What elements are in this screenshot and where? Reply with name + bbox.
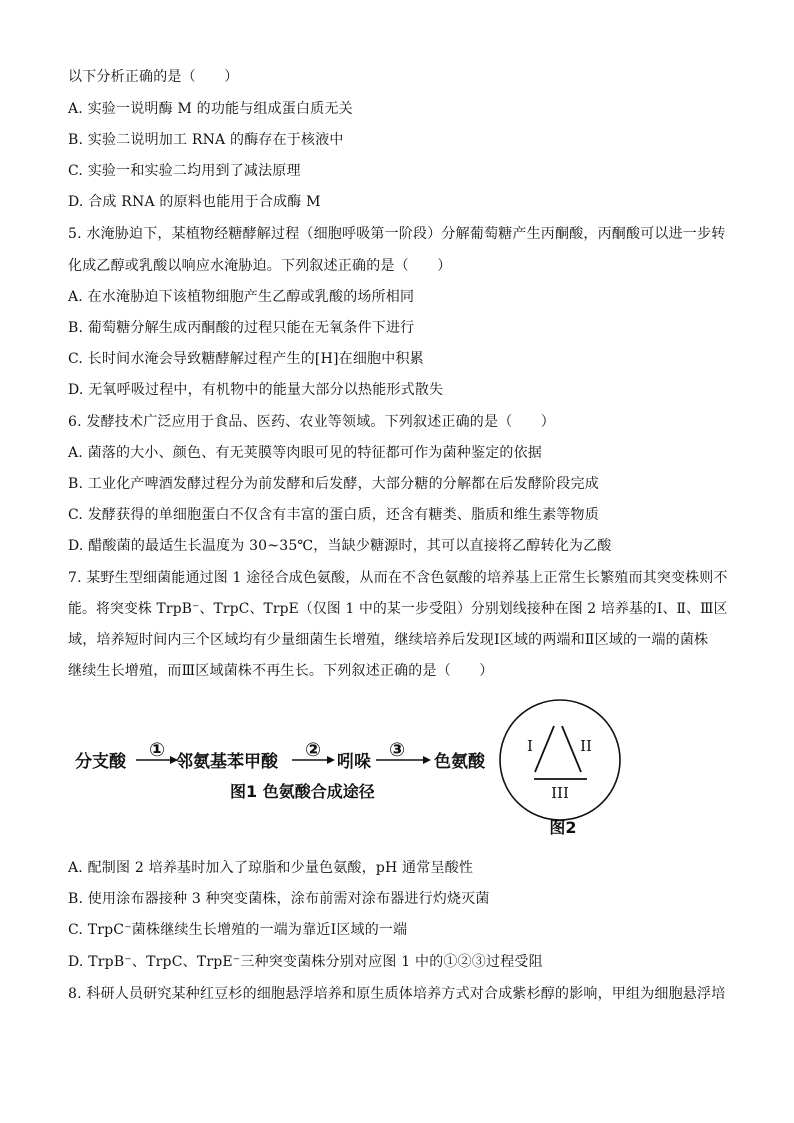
text-line: B. 葡萄糖分解生成丙酮酸的过程只能在无氧条件下进行 — [68, 320, 415, 336]
compound-indole: 吲哚 — [337, 752, 371, 772]
figure2-plate — [500, 700, 620, 837]
text-line: A. 配制图 2 培养基时加入了琼脂和少量色氨酸，pH 通常呈酸性 — [68, 860, 474, 876]
text-line: 6. 发酵技术广泛应用于食品、医药、农业等领域。下列叙述正确的是（ ） — [68, 414, 556, 430]
text-line: 化成乙醇或乳酸以响应水淹胁迫。下列叙述正确的是（ ） — [68, 258, 452, 274]
step-1-label: ① — [148, 739, 166, 761]
text-line: 5. 水淹胁迫下，某植物经糖酵解过程（细胞呼吸第一阶段）分解葡萄糖产生丙酮酸，丙酮酸可以进一步转 — [68, 226, 726, 242]
text-line: C. TrpC⁻菌株继续生长增殖的一端为靠近Ⅰ区域的一端 — [68, 922, 408, 938]
text-line: D. 醋酸菌的最适生长温度为 30~35℃，当缺少糖源时，其可以直接将乙醇转化为乙酸 — [68, 538, 612, 554]
figure2-caption: 图2 — [549, 818, 577, 837]
text-line: C. 发酵获得的单细胞蛋白不仅含有丰富的蛋白质，还含有糖类、脂质和维生素等物质 — [68, 507, 599, 523]
text-line: 8. 科研人员研究某种红豆杉的细胞悬浮培养和原生质体培养方式对合成紫杉醇的影响，甲组为细胞悬浮培 — [68, 986, 726, 1002]
compound-chorismate: 分支酸 — [75, 752, 126, 772]
text-line: D. TrpB⁻、TrpC、TrpE⁻三种突变菌株分别对应图 1 中的①②③过程受阻 — [68, 954, 543, 970]
step-3-label: ③ — [388, 739, 406, 761]
text-line: C. 长时间水淹会导致糖酵解过程产生的[H]在细胞中积累 — [68, 351, 424, 367]
text-line: 域，培养短时间内三个区域均有少量细菌生长增殖，继续培养后发现Ⅰ区域的两端和Ⅱ区域的一端的菌株 — [68, 632, 709, 648]
text-line: C. 实验一和实验二均用到了减法原理 — [68, 163, 301, 179]
arrow-head-step-2 — [327, 756, 335, 764]
text-line: A. 实验一说明酶 M 的功能与组成蛋白质无关 — [68, 101, 353, 117]
text-line: B. 工业化产啤酒发酵过程分为前发酵和后发酵，大部分糖的分解都在后发酵阶段完成 — [68, 476, 599, 492]
text-line: A. 菌落的大小、颜色、有无荚膜等肉眼可见的特征都可作为菌种鉴定的依据 — [68, 445, 543, 461]
text-line: 以下分析正确的是（ ） — [68, 69, 239, 85]
region-label-2: II — [580, 737, 592, 755]
compound-tryptophan: 色氨酸 — [434, 752, 485, 772]
compound-anthranilate: 邻氨基苯甲酸 — [176, 752, 278, 772]
text-line: 7. 某野生型细菌能通过图 1 途径合成色氨酸，从而在不含色氨酸的培养基上正常生长繁殖而其突变株则不 — [68, 570, 728, 586]
arrow-head-step-3 — [423, 756, 431, 764]
text-line: 能。将突变株 TrpB⁻、TrpC、TrpE（仅图 1 中的某一步受阻）分别划线接种在图 2 培养基的Ⅰ、Ⅱ、Ⅲ区 — [68, 601, 728, 617]
text-line: 继续生长增殖，而Ⅲ区域菌株不再生长。下列叙述正确的是（ ） — [68, 663, 494, 679]
streak-region-1 — [535, 726, 554, 772]
text-line: B. 使用涂布器接种 3 种突变菌株，涂布前需对涂布器进行灼烧灭菌 — [68, 891, 490, 907]
text-line: D. 无氧呼吸过程中，有机物中的能量大部分以热能形式散失 — [68, 382, 444, 398]
figure1-pathway — [75, 739, 486, 801]
region-label-3: III — [551, 784, 569, 802]
petri-dish-circle — [500, 700, 620, 820]
text-line: B. 实验二说明加工 RNA 的酶存在于核液中 — [68, 132, 344, 148]
text-line: A. 在水淹胁迫下该植物细胞产生乙醇或乳酸的场所相同 — [68, 289, 415, 305]
text-line: D. 合成 RNA 的原料也能用于合成酶 M — [68, 194, 321, 210]
streak-region-2 — [562, 726, 581, 772]
step-2-label: ② — [304, 739, 322, 761]
figure1-caption: 图1 色氨酸合成途径 — [230, 782, 375, 801]
region-label-1: I — [527, 737, 533, 755]
